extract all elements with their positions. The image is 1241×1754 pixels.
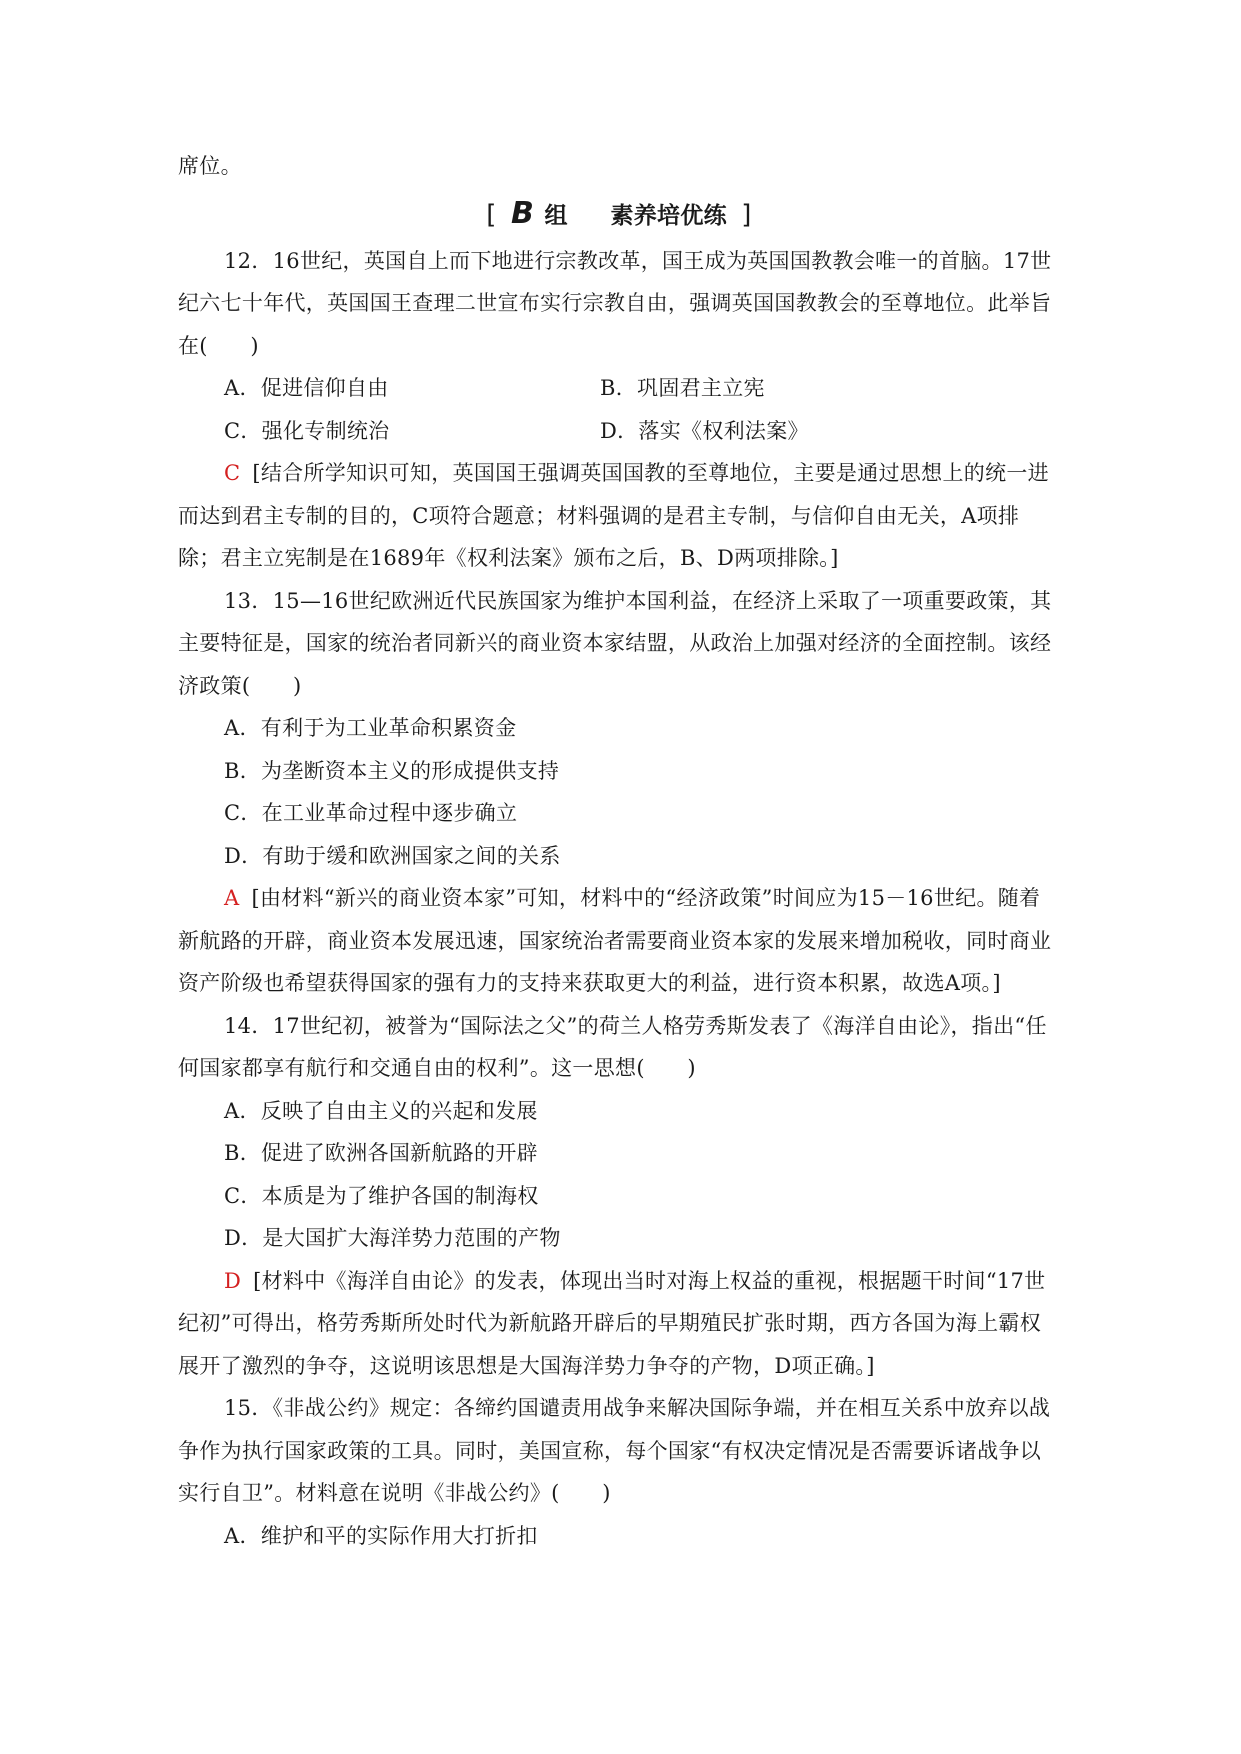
group-word: 组: [544, 202, 568, 229]
question-12-option-a: A．促进信仰自由: [224, 376, 389, 400]
question-14-option-a: A．反映了自由主义的兴起和发展: [224, 1098, 538, 1123]
question-13-option-d: D．有助于缓和欧洲国家之间的关系: [224, 843, 561, 868]
question-13-answer: [178, 877, 1060, 1005]
section-bracket-open: [: [486, 199, 497, 230]
question-12-stem: 12．16世纪，英国自上而下地进行宗教改革，国王成为英国国教教会唯一的首脑。17世纪六七十年代，英国国王查理二世宣布实行宗教自由，强调英国国教教会的至尊地位。此举旨在( ): [178, 248, 1052, 358]
question-15-stem: 15．《非战公约》规定：各缔约国谴责用战争来解决国际争端，并在相互关系中放弃以战争作为执行国家政策的工具。同时，美国宣称，每个国家“有权决定情况是否需要诉诸战争以实行自卫”。材料意在说明《非战公约》( ): [178, 1396, 1051, 1505]
question-12-option-d: D．落实《权利法案》: [600, 418, 809, 443]
group-letter: B: [511, 195, 535, 231]
question-14-analysis: [材料中《海洋自由论》的发表，体现出当时对海上权益的重视，根据题干时间“17世纪初”可得出，格劳秀斯所处时代为新航路开辟后的早期殖民扩张时期，西方各国为海上霸权展开了激烈的争夺，这说明该思想是大国海洋势力争夺的产物，D项正确。]: [178, 1268, 1046, 1378]
intro-tail: 席位。: [178, 154, 242, 178]
question-12-option-c: C．强化专制统治: [224, 418, 390, 443]
question-12-analysis: [结合所学知识可知，英国国王强调英国国教的至尊地位，主要是通过思想上的统一进而达到君主专制的目的，C项符合题意；材料强调的是君主专制，与信仰自由无关，A项排除；君主立宪制是在1689年《权利法案》颁布之后，B、D两项排除。]: [178, 461, 1049, 570]
question-13-option-b: B．为垄断资本主义的形成提供支持: [224, 758, 560, 783]
question-14-stem: 14．17世纪初，被誉为“国际法之父”的荷兰人格劳秀斯发表了《海洋自由论》，指出“任何国家都享有航行和交通自由的权利”。这一思想( ): [178, 1013, 1047, 1080]
document-body: [178, 145, 1060, 1557]
section-heading: [178, 192, 1060, 238]
question-14-option-b: B．促进了欧洲各国新航路的开辟: [224, 1141, 538, 1165]
question-13-option-c: C．在工业革命过程中逐步确立: [224, 801, 518, 825]
section-bracket-close: ]: [741, 199, 752, 230]
question-12-answer-letter: C: [224, 461, 241, 485]
question-13-stem: 13．15—16世纪欧洲近代民族国家为维护本国利益，在经济上采取了一项重要政策，其主要特征是，国家的统治者同新兴的商业资本家结盟，从政治上加强对经济的全面控制。该经济政策( ): [178, 588, 1052, 698]
question-12-option-b: B．巩固君主立宪: [600, 376, 765, 400]
question-14-option-c: C．本质是为了维护各国的制海权: [224, 1183, 539, 1208]
section-subtitle: 素养培优练: [610, 202, 727, 229]
question-14-option-d: D．是大国扩大海洋势力范围的产物: [224, 1226, 561, 1250]
question-12-answer: [178, 452, 1060, 580]
question-14-answer-letter: D: [224, 1268, 242, 1293]
question-15-option-a: A．维护和平的实际作用大打折扣: [224, 1523, 538, 1548]
question-13-answer-letter: A: [224, 886, 240, 910]
question-13-option-a: A．有利于为工业革命积累资金: [224, 716, 517, 740]
question-14-answer: [178, 1260, 1060, 1388]
question-12-options-row-1: [178, 367, 1060, 410]
question-13-analysis: [由材料“新兴的商业资本家”可知，材料中的“经济政策”时间应为15－16世纪。随着新航路的开辟，商业资本发展迅速，国家统治者需要商业资本家的发展来增加税收，同时商业资产阶级也希望获得国家的强有力的支持来获取更大的利益，进行资本积累，故选A项。]: [178, 886, 1052, 995]
question-12-options-row-2: [178, 410, 1060, 453]
